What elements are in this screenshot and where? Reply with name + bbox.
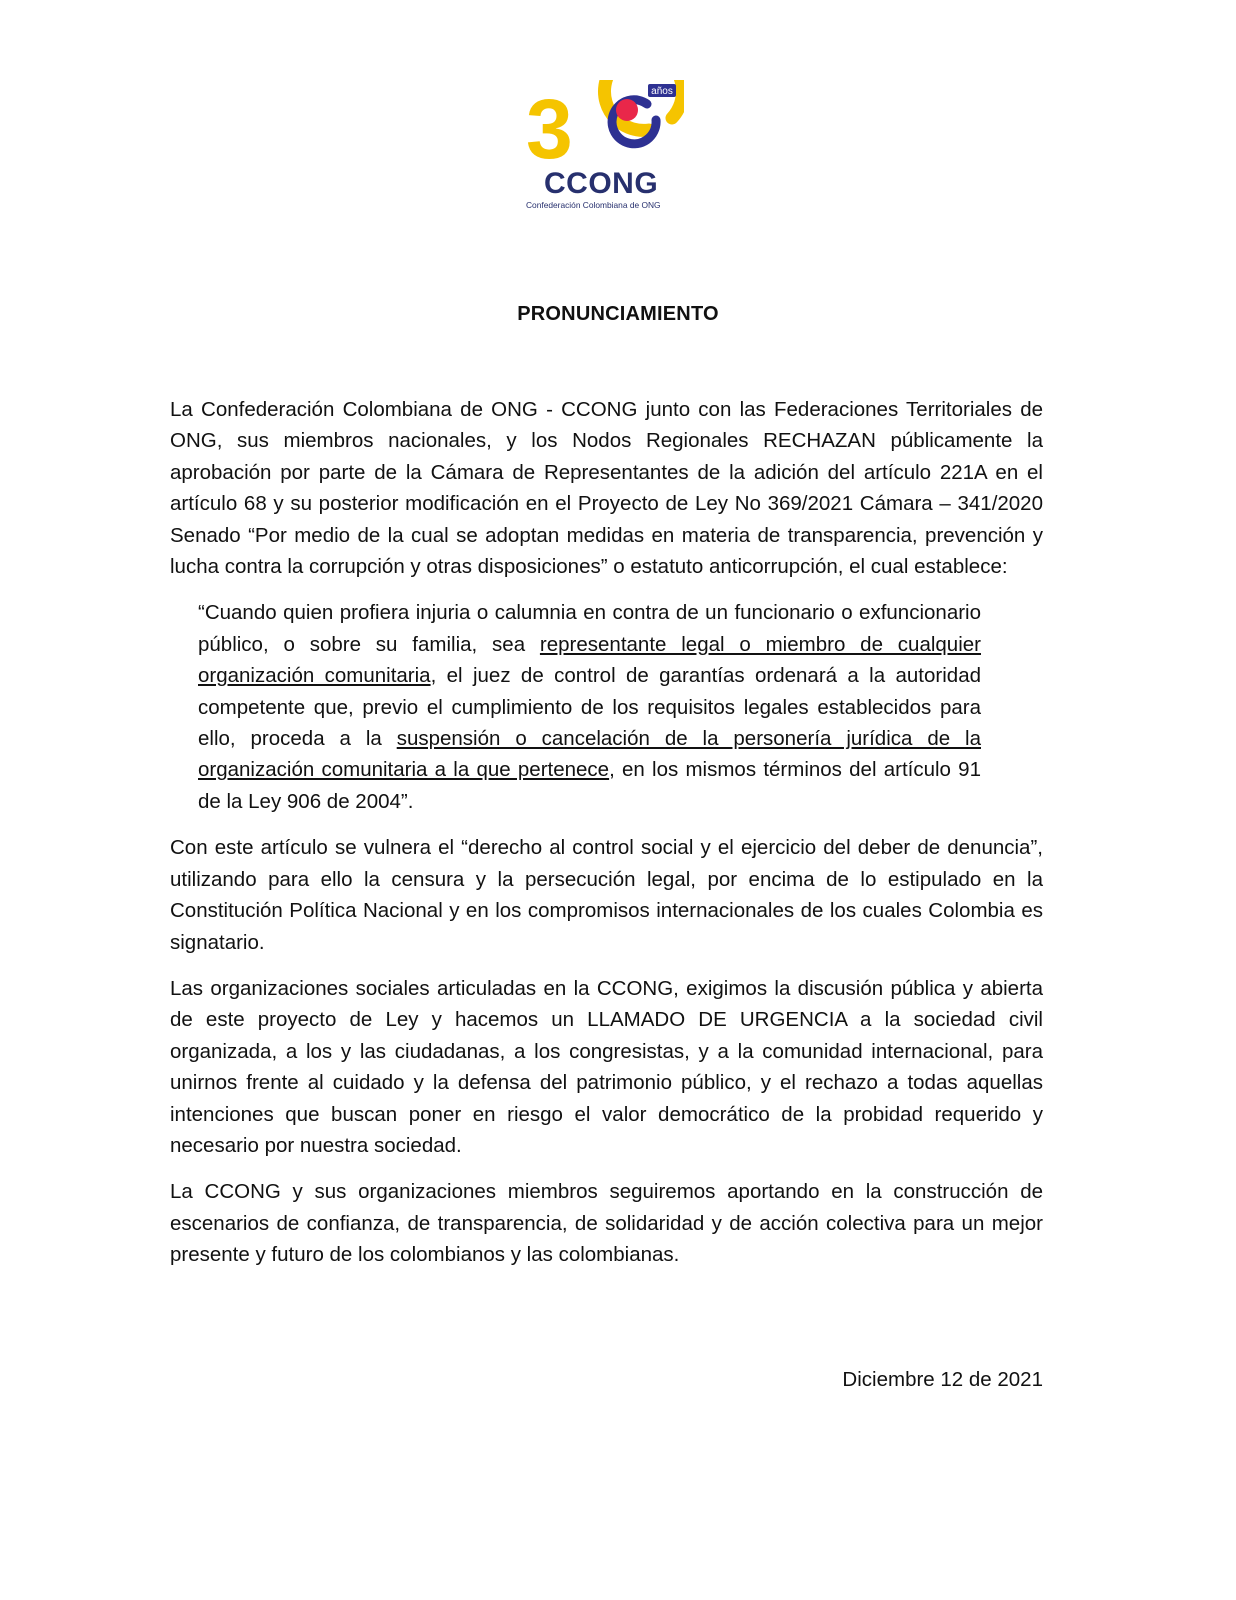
quote-part-3: , en los mismos términos del artículo 91 de la Ley 906 de 2004”.: [198, 758, 981, 813]
quoted-article: [198, 597, 981, 817]
paragraph-1: La Confederación Colombiana de ONG - CCONG junto con las Federaciones Territoriales de ONG, sus miembros nacionales, y los Nodos Regionales RECHAZAN públicamente la aprobación por parte de la Cámara de Representantes de la adición del artículo 221A en el artículo 68 y su posterior modificación en el Proyecto de Ley No 369/2021 Cámara – 341/2020 Senado “Por medio de la cual se adoptan medidas en materia de transparencia, prevención y lucha contra la corrupción y otras disposiciones” o estatuto anticorrupción, el cual establece:: [170, 398, 1043, 579]
quote-underline-2: suspensión o cancelación de la personería jurídica de la organización comunitaria a la que pertenece: [198, 727, 981, 782]
logo-acronym: CCONG: [544, 167, 659, 200]
document-title: PRONUNCIAMIENTO: [517, 303, 719, 325]
paragraph-4: La CCONG y sus organizaciones miembros seguiremos aportando en la construcción de escenarios de confianza, de transparencia, de solidaridad y de acción colectiva para un mejor presente y futuro de los colombianos y las colombianas.: [170, 1180, 1043, 1267]
quote-part-2: , el juez de control de garantías ordenará a la autoridad competente que, previo el cumplimiento de los requisitos legales establecidos para ello, proceda a la: [198, 664, 981, 751]
document-body: [170, 394, 1043, 1286]
logo-red-dot: [616, 99, 638, 121]
paragraph-2: Con este artículo se vulnera el “derecho al control social y el ejercicio del deber de denuncia”, utilizando para ello la censura y la persecución legal, por encima de lo estipulado en la Constitución Política Nacional y en los compromisos internacionales de los cuales Colombia es signatario.: [170, 836, 1043, 954]
logo-tagline: Confederación Colombiana de ONG: [526, 200, 661, 210]
logo-number: 3: [526, 82, 573, 176]
paragraph-3: Las organizaciones sociales articuladas en la CCONG, exigimos la discusión pública y abierta de este proyecto de Ley y hacemos un LLAMADO DE URGENCIA a la sociedad civil organizada, a los y las ciudadanas, a los congresistas, y a la comunidad internacional, para unirnos frente al cuidado y la defensa del patrimonio público, y el rechazo a todas aquellas intenciones que buscan poner en riesgo el valor democrático de la probidad requerido y necesario por nuestra sociedad.: [170, 976, 1043, 1157]
document-date: Diciembre 12 de 2021: [842, 1368, 1043, 1391]
ccong-30-anos-logo: [524, 80, 684, 215]
logo-badge-text: años: [651, 86, 673, 97]
quote-underline-1: representante legal o miembro de cualquier organización comunitaria: [198, 632, 981, 688]
quote-part-1: “Cuando quien profiera injuria o calumnia en contra de un funcionario o exfuncionario público, o sobre su familia, sea: [198, 601, 981, 656]
logo-graphic: [524, 80, 684, 215]
